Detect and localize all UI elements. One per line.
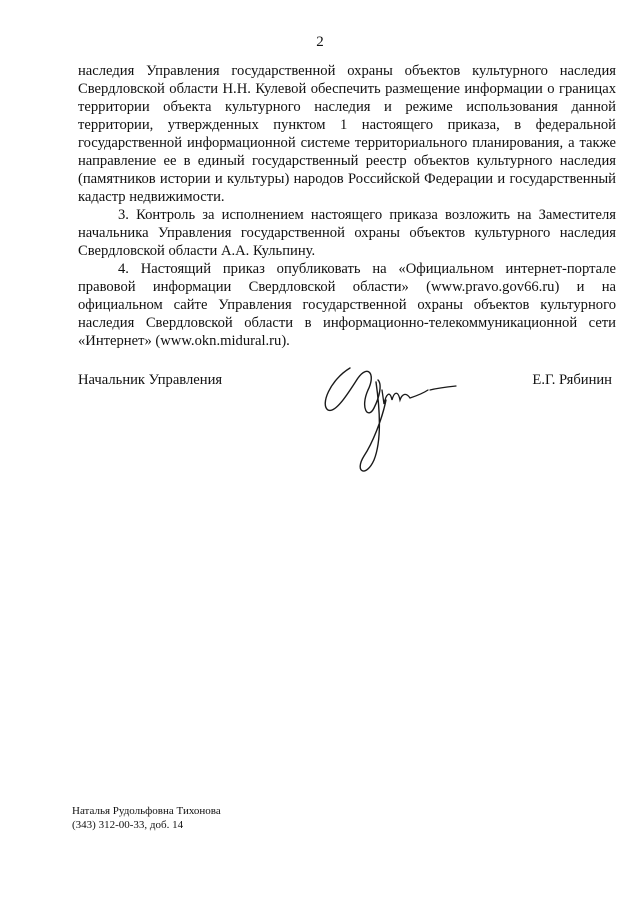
signatory-name: Е.Г. Рябинин: [532, 372, 612, 388]
footer-phone: (343) 312-00-33, доб. 14: [72, 819, 184, 831]
paragraph-2-continuation: наследия Управления государственной охраны объектов культурного наследия Свердловской области Н.Н. Кулевой обеспечить размещение информации о границах территории объекта культурного наследия и режиме использования данной территории, утвержденных пунктом 1 настоящего приказа, в федеральной государственной информационной системе территориального планирования, а также направление ее в единый государственный реестр объектов культурного наследия (памятников истории и культуры) народов Российской Федерации и государственный кадастр недвижимости.: [78, 63, 616, 205]
paragraph-3: 3. Контроль за исполнением настоящего приказа возложить на Заместителя начальника Управления государственной охраны объектов культурного наследия Свердловской области А.А. Кульпину.: [78, 207, 616, 259]
handwritten-signature: [320, 360, 465, 480]
signatory-title: Начальник Управления: [78, 372, 223, 388]
page-number: 2: [316, 34, 324, 50]
footer-author: Наталья Рудольфовна Тихонова: [72, 805, 221, 817]
footer-contact: [72, 804, 221, 832]
document-body: [78, 62, 616, 350]
paragraph-4: 4. Настоящий приказ опубликовать на «Официальном интернет-портале правовой информации Свердловской области» (www.pravo.gov66.ru) и на официальном сайте Управления государственной охраны объектов культурного наследия Свердловской области в информационно-телекоммуникационной сети «Интернет» (www.okn.midural.ru).: [78, 261, 616, 349]
